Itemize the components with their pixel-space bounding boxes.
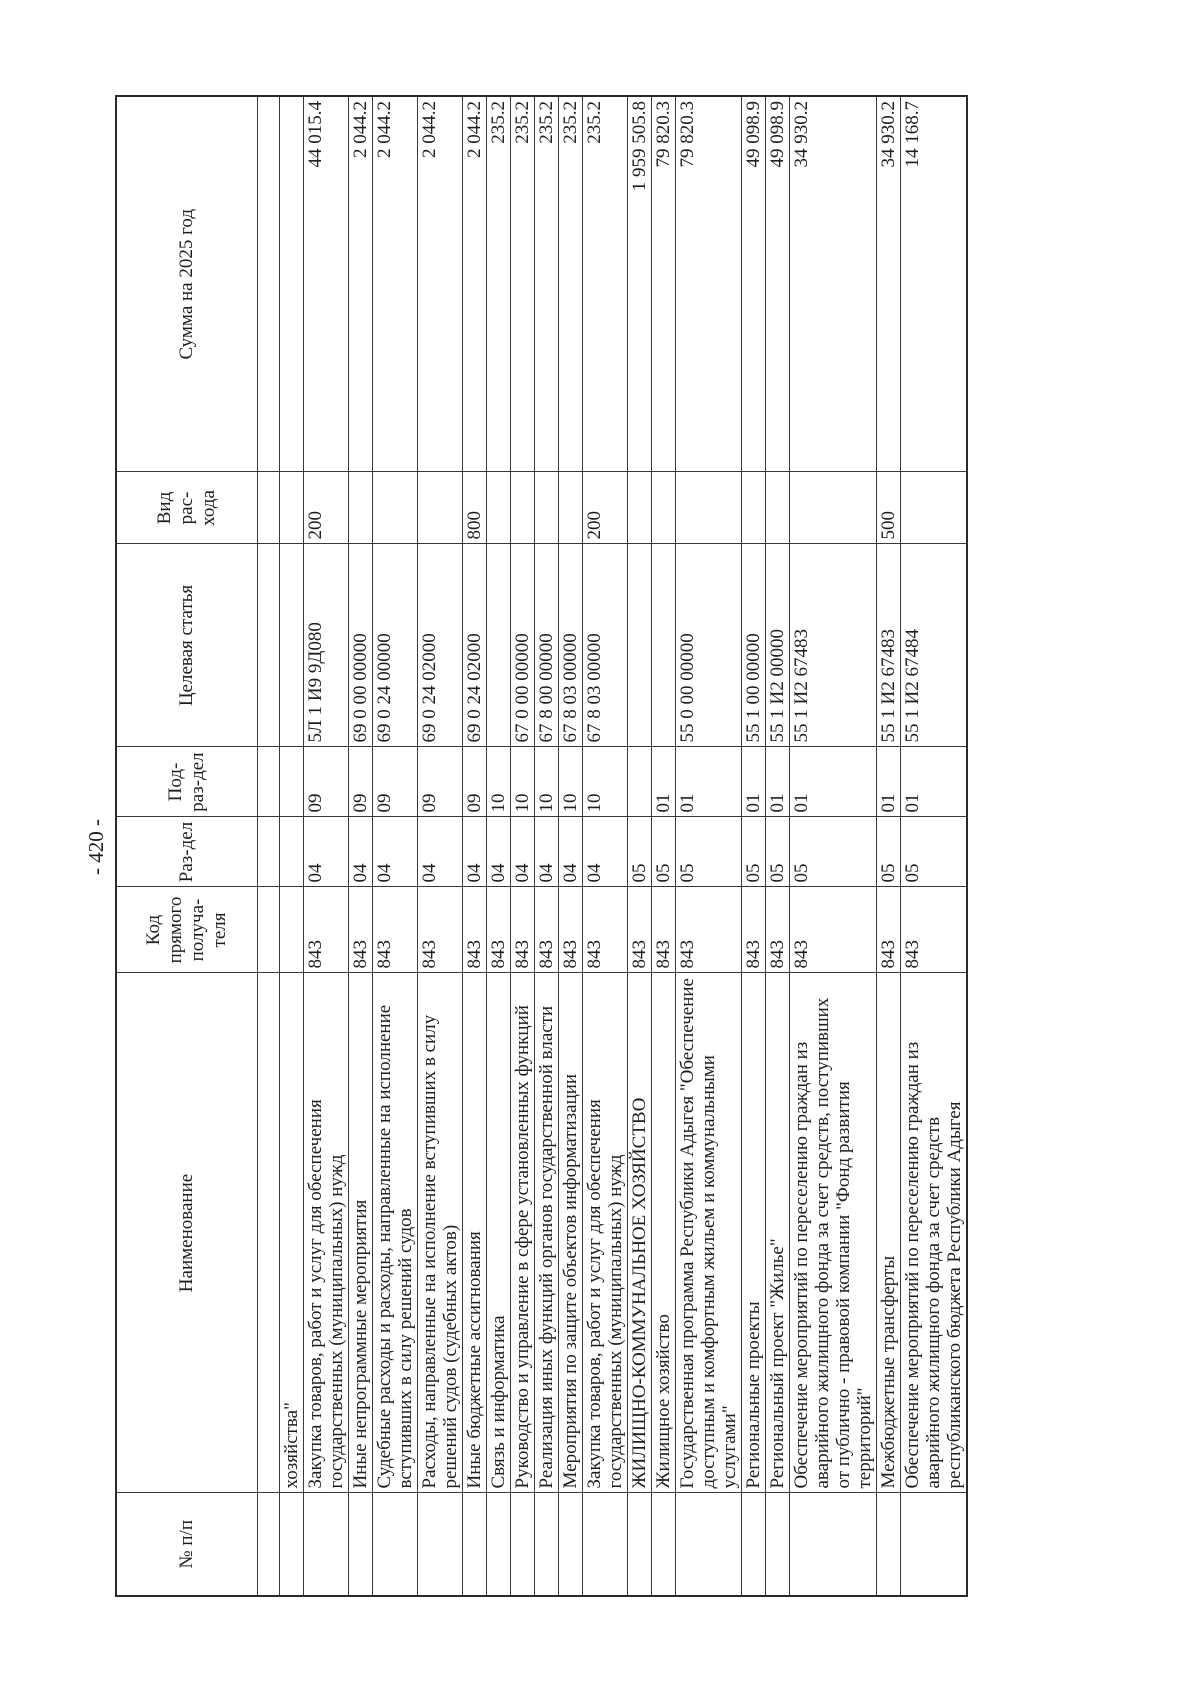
cell-amount: 235.2 [583, 96, 628, 472]
cell-num [535, 1493, 559, 1596]
cell-section: 05 [652, 817, 676, 887]
cell-name: Жилищное хозяйство [652, 973, 676, 1493]
cell-target-article: 69 0 24 02000 [418, 544, 463, 747]
cell-num [463, 1493, 487, 1596]
table-row [652, 96, 676, 1596]
cell-expense-type [901, 472, 968, 544]
cell-recipient-code: 843 [535, 887, 559, 973]
cell-recipient-code: 843 [790, 887, 877, 973]
cell-subsection: 01 [652, 747, 676, 817]
cell-num [418, 1493, 463, 1596]
cell-expense-type [652, 472, 676, 544]
cell-recipient-code: 843 [559, 887, 583, 973]
cell-amount: 235.2 [487, 96, 511, 472]
cell-recipient-code: 843 [583, 887, 628, 973]
cell-section: 04 [349, 817, 373, 887]
table-row [901, 96, 968, 1596]
cell-section: 05 [742, 817, 766, 887]
header-recipient-code: Код прямого получа-теля [116, 887, 258, 973]
cell-target-article [652, 544, 676, 747]
cell-amount: 34 930.2 [877, 96, 901, 472]
header-name: Наименование [116, 973, 258, 1493]
cell-blank [258, 544, 280, 747]
cell-num [349, 1493, 373, 1596]
cell-target-article: 55 1 И2 67483 [790, 544, 877, 747]
cell-target-article: 69 0 24 00000 [373, 544, 418, 747]
cell-expense-type [373, 472, 418, 544]
cell-section [280, 817, 304, 887]
table-row [349, 96, 373, 1596]
cell-amount: 14 168.7 [901, 96, 968, 472]
header-subsection: Под-раз-дел [116, 747, 258, 817]
cell-amount: 79 820.3 [652, 96, 676, 472]
cell-section: 05 [877, 817, 901, 887]
cell-section: 05 [790, 817, 877, 887]
cell-expense-type [790, 472, 877, 544]
cell-expense-type [535, 472, 559, 544]
cell-subsection [628, 747, 652, 817]
cell-amount: 79 820.3 [676, 96, 742, 472]
cell-num [304, 1493, 349, 1596]
cell-name: Региональные проекты [742, 973, 766, 1493]
cell-target-article: 69 0 24 02000 [463, 544, 487, 747]
cell-target-article [628, 544, 652, 747]
cell-num [511, 1493, 535, 1596]
header-row [116, 96, 258, 1596]
cell-name: Региональный проект "Жилье" [766, 973, 790, 1493]
cell-target-article: 69 0 00 00000 [349, 544, 373, 747]
cell-num [790, 1493, 877, 1596]
cell-amount: 2 044.2 [349, 96, 373, 472]
cell-blank [258, 887, 280, 973]
cell-section: 05 [901, 817, 968, 887]
cell-subsection: 10 [511, 747, 535, 817]
cell-target-article: 55 1 И2 00000 [766, 544, 790, 747]
cell-num [901, 1493, 968, 1596]
cell-recipient-code: 843 [742, 887, 766, 973]
table-row [628, 96, 652, 1596]
cell-section: 04 [559, 817, 583, 887]
cell-subsection: 01 [790, 747, 877, 817]
cell-subsection: 09 [418, 747, 463, 817]
cell-name: Закупка товаров, работ и услуг для обеспечения государственных (муниципальных) нужд [304, 973, 349, 1493]
cell-name: Судебные расходы и расходы, направленные на исполнение вступивших в силу решений судов [373, 973, 418, 1493]
cell-num [766, 1493, 790, 1596]
cell-recipient-code: 843 [877, 887, 901, 973]
cell-expense-type [742, 472, 766, 544]
cell-expense-type [559, 472, 583, 544]
cell-name: Связь и информатика [487, 973, 511, 1493]
cell-amount: 44 015.4 [304, 96, 349, 472]
cell-subsection: 01 [676, 747, 742, 817]
cell-subsection: 01 [766, 747, 790, 817]
cell-recipient-code: 843 [418, 887, 463, 973]
cell-expense-type [280, 472, 304, 544]
cell-blank [258, 1493, 280, 1596]
cell-section: 05 [766, 817, 790, 887]
cell-num [676, 1493, 742, 1596]
cell-name: Обеспечение мероприятий по переселению граждан из аварийного жилищного фонда за счет средств республиканского бюджета Республики Адыгея [901, 973, 968, 1493]
cell-name: Реализация иных функций органов государственной власти [535, 973, 559, 1493]
cell-recipient-code: 843 [511, 887, 535, 973]
cell-name: Иные бюджетные ассигнования [463, 973, 487, 1493]
cell-section: 04 [304, 817, 349, 887]
cell-section: 05 [628, 817, 652, 887]
cell-recipient-code: 843 [628, 887, 652, 973]
cell-recipient-code: 843 [349, 887, 373, 973]
header-amount: Сумма на 2025 год [116, 96, 258, 472]
table-row [463, 96, 487, 1596]
cell-section: 04 [487, 817, 511, 887]
cell-num [280, 1493, 304, 1596]
cell-blank [258, 973, 280, 1493]
cell-target-article [280, 544, 304, 747]
cell-name: Мероприятия по защите объектов информатизации [559, 973, 583, 1493]
cell-section: 04 [373, 817, 418, 887]
page-number: - 420 - [84, 819, 108, 875]
table-row [535, 96, 559, 1596]
cell-target-article: 67 8 03 00000 [559, 544, 583, 747]
cell-target-article: 5Л 1 И9 9Д080 [304, 544, 349, 747]
cell-expense-type: 500 [877, 472, 901, 544]
cell-subsection: 10 [487, 747, 511, 817]
cell-recipient-code: 843 [463, 887, 487, 973]
cell-section: 05 [676, 817, 742, 887]
cell-subsection: 10 [535, 747, 559, 817]
cell-amount: 49 098.9 [766, 96, 790, 472]
table-row [877, 96, 901, 1596]
table-row [559, 96, 583, 1596]
table-row [790, 96, 877, 1596]
cell-subsection [280, 747, 304, 817]
cell-subsection: 09 [463, 747, 487, 817]
cell-recipient-code: 843 [487, 887, 511, 973]
cell-subsection: 01 [877, 747, 901, 817]
cell-target-article: 55 0 00 00000 [676, 544, 742, 747]
cell-num [628, 1493, 652, 1596]
cell-amount: 235.2 [511, 96, 535, 472]
cell-name: Иные непрограммные мероприятия [349, 973, 373, 1493]
cell-blank [258, 817, 280, 887]
cell-name: Обеспечение мероприятий по переселению граждан из аварийного жилищного фонда за счет средств, поступивших от публично - правовой компании "Фонд развития территорий" [790, 973, 877, 1493]
cell-expense-type [511, 472, 535, 544]
cell-target-article: 55 1 00 00000 [742, 544, 766, 747]
cell-expense-type: 200 [304, 472, 349, 544]
cell-target-article: 67 8 03 00000 [583, 544, 628, 747]
cell-target-article: 67 0 00 00000 [511, 544, 535, 747]
table-row [766, 96, 790, 1596]
cell-section: 04 [463, 817, 487, 887]
cell-amount: 2 044.2 [418, 96, 463, 472]
table-row [280, 96, 304, 1596]
cell-name: Государственная программа Республики Адыгея "Обеспечение доступным и комфортным жильем и коммунальными услугами" [676, 973, 742, 1493]
cell-num [559, 1493, 583, 1596]
header-section: Раз-дел [116, 817, 258, 887]
cell-subsection: 01 [901, 747, 968, 817]
table-body [258, 96, 968, 1596]
cell-subsection: 10 [583, 747, 628, 817]
cell-target-article: 67 8 00 00000 [535, 544, 559, 747]
cell-recipient-code: 843 [373, 887, 418, 973]
cell-recipient-code: 843 [304, 887, 349, 973]
cell-amount: 1 959 505.8 [628, 96, 652, 472]
cell-subsection: 09 [349, 747, 373, 817]
table-row [511, 96, 535, 1596]
table-row [304, 96, 349, 1596]
table-row [742, 96, 766, 1596]
cell-name: хозяйства" [280, 973, 304, 1493]
cell-expense-type [676, 472, 742, 544]
cell-expense-type [766, 472, 790, 544]
cell-amount: 34 930.2 [790, 96, 877, 472]
table-row [487, 96, 511, 1596]
header-num: № п/п [116, 1493, 258, 1596]
cell-section: 04 [583, 817, 628, 887]
cell-name: Закупка товаров, работ и услуг для обеспечения государственных (муниципальных) нужд [583, 973, 628, 1493]
cell-blank [258, 96, 280, 472]
cell-section: 04 [418, 817, 463, 887]
cell-num [877, 1493, 901, 1596]
table-row [583, 96, 628, 1596]
cell-num [583, 1493, 628, 1596]
cell-amount [280, 96, 304, 472]
cell-blank [258, 747, 280, 817]
cell-target-article: 55 1 И2 67483 [877, 544, 901, 747]
cell-amount: 2 044.2 [373, 96, 418, 472]
cell-num [742, 1493, 766, 1596]
cell-subsection: 01 [742, 747, 766, 817]
table-row [373, 96, 418, 1596]
cell-name: Межбюджетные трансферты [877, 973, 901, 1493]
cell-name: ЖИЛИЩНО-КОММУНАЛЬНОЕ ХОЗЯЙСТВО [628, 973, 652, 1493]
cell-recipient-code: 843 [901, 887, 968, 973]
cell-num [487, 1493, 511, 1596]
cell-amount: 235.2 [559, 96, 583, 472]
cell-amount: 235.2 [535, 96, 559, 472]
cell-recipient-code: 843 [676, 887, 742, 973]
cell-amount: 2 044.2 [463, 96, 487, 472]
cell-section: 04 [511, 817, 535, 887]
cell-expense-type [418, 472, 463, 544]
table-row [418, 96, 463, 1596]
cell-section: 04 [535, 817, 559, 887]
cell-expense-type: 800 [463, 472, 487, 544]
header-target-article: Целевая статья [116, 544, 258, 747]
cell-target-article: 55 1 И2 67484 [901, 544, 968, 747]
rotated-table-container [115, 97, 1083, 1597]
cell-target-article [487, 544, 511, 747]
cell-recipient-code: 843 [652, 887, 676, 973]
cell-num [373, 1493, 418, 1596]
cell-num [652, 1493, 676, 1596]
cell-subsection: 10 [559, 747, 583, 817]
cell-expense-type: 200 [583, 472, 628, 544]
budget-table [115, 95, 968, 1597]
table-row [676, 96, 742, 1596]
cell-blank [258, 472, 280, 544]
cell-name: Расходы, направленные на исполнение вступивших в силу решений судов (судебных актов) [418, 973, 463, 1493]
cell-expense-type [487, 472, 511, 544]
table-row-blank [258, 96, 280, 1596]
cell-expense-type [349, 472, 373, 544]
cell-recipient-code [280, 887, 304, 973]
cell-subsection: 09 [373, 747, 418, 817]
cell-expense-type [628, 472, 652, 544]
cell-subsection: 09 [304, 747, 349, 817]
cell-name: Руководство и управление в сфере установленных функций [511, 973, 535, 1493]
cell-amount: 49 098.9 [742, 96, 766, 472]
header-expense-type: Вид рас-хода [116, 472, 258, 544]
table-header [116, 96, 258, 1596]
cell-recipient-code: 843 [766, 887, 790, 973]
